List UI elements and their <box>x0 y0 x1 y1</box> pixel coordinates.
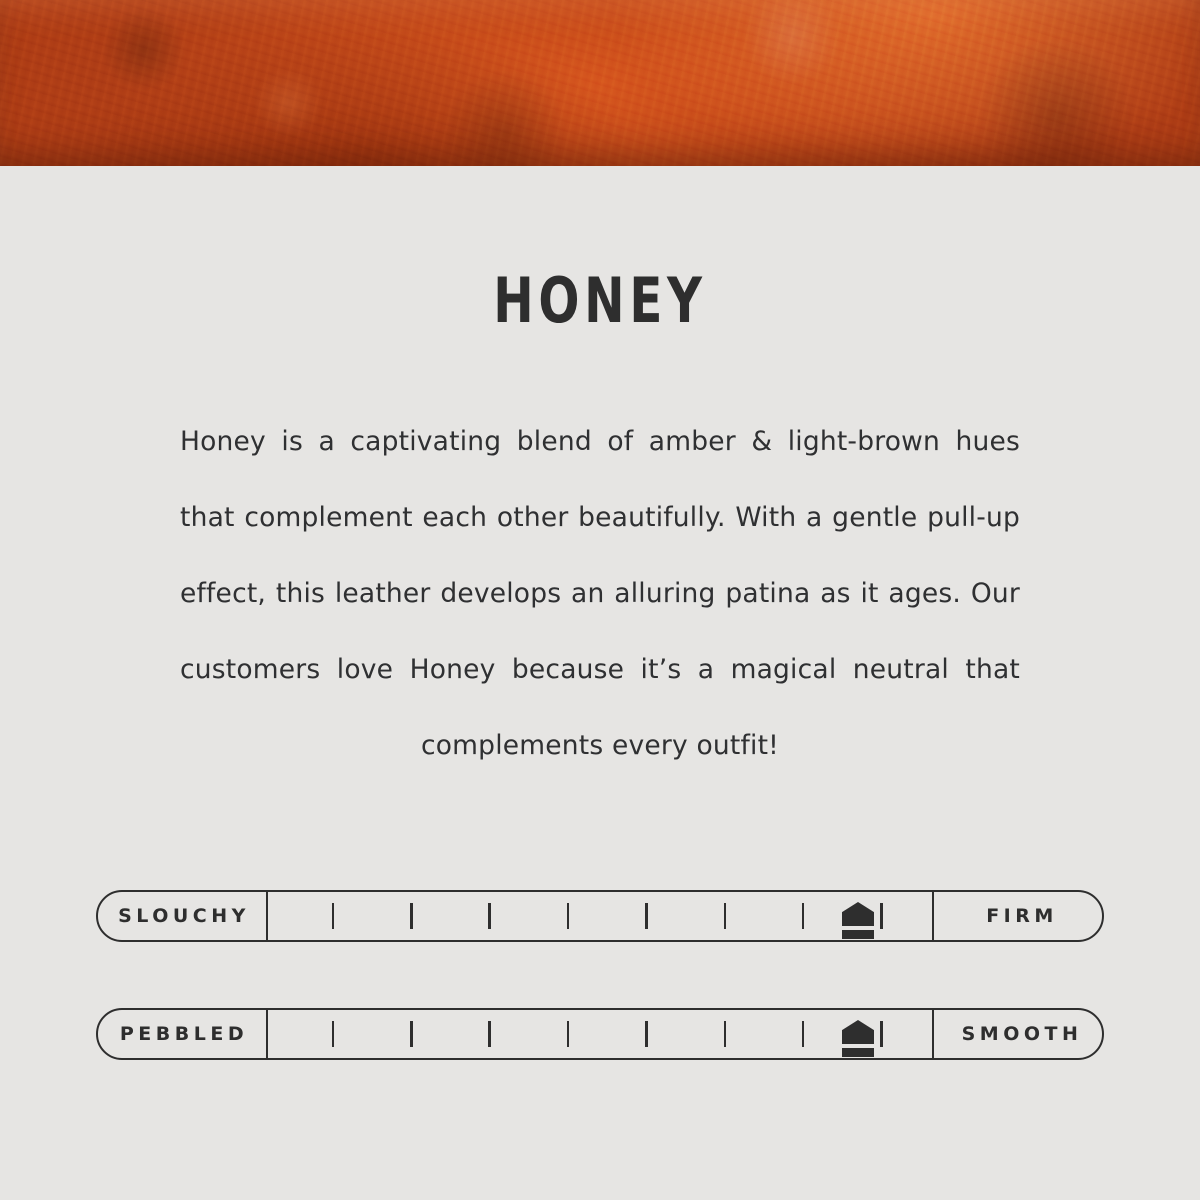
slider-ticks <box>268 890 932 942</box>
slider-slouchy-firm[interactable] <box>96 890 1104 946</box>
slider-right-label: FIRM <box>932 890 1104 942</box>
leather-swatch-image <box>0 0 1200 166</box>
marker-base-icon <box>842 930 874 939</box>
slider-tick <box>410 1021 413 1047</box>
slider-tick <box>645 903 648 929</box>
slider-tick <box>488 903 491 929</box>
slider-tick <box>724 903 727 929</box>
slider-tick <box>332 903 335 929</box>
slider-right-label: SMOOTH <box>932 1008 1104 1060</box>
slider-value-marker[interactable] <box>838 890 878 942</box>
page-title: HONEY <box>493 264 707 337</box>
slider-left-label: SLOUCHY <box>96 890 268 942</box>
color-description: Honey is a captivating blend of amber & light-brown hues that complement each other beautifully. With a gentle pull-up effect, this leather develops an alluring patina as it ages. Our customers love Honey because it’s a magical neutral that complements every outfit! <box>180 426 1020 761</box>
slider-tick <box>332 1021 335 1047</box>
marker-base-icon <box>842 1048 874 1057</box>
slider-ticks <box>268 1008 932 1060</box>
slider-pebbled-smooth[interactable] <box>96 1008 1104 1064</box>
content-area <box>0 264 1200 784</box>
attribute-scales <box>0 890 1200 1126</box>
slider-tick <box>802 1021 805 1047</box>
slider-tick <box>645 1021 648 1047</box>
slider-tick <box>410 903 413 929</box>
slider-tick <box>488 1021 491 1047</box>
slider-tick <box>802 903 805 929</box>
slider-value-marker[interactable] <box>838 1008 878 1060</box>
marker-head-icon <box>842 902 874 926</box>
slider-tick <box>567 903 570 929</box>
slider-tick <box>880 1021 883 1047</box>
marker-head-icon <box>842 1020 874 1044</box>
slider-tick <box>724 1021 727 1047</box>
slider-tick <box>880 903 883 929</box>
swatch-vignette-layer <box>0 0 1200 166</box>
slider-tick <box>567 1021 570 1047</box>
slider-left-label: PEBBLED <box>96 1008 268 1060</box>
